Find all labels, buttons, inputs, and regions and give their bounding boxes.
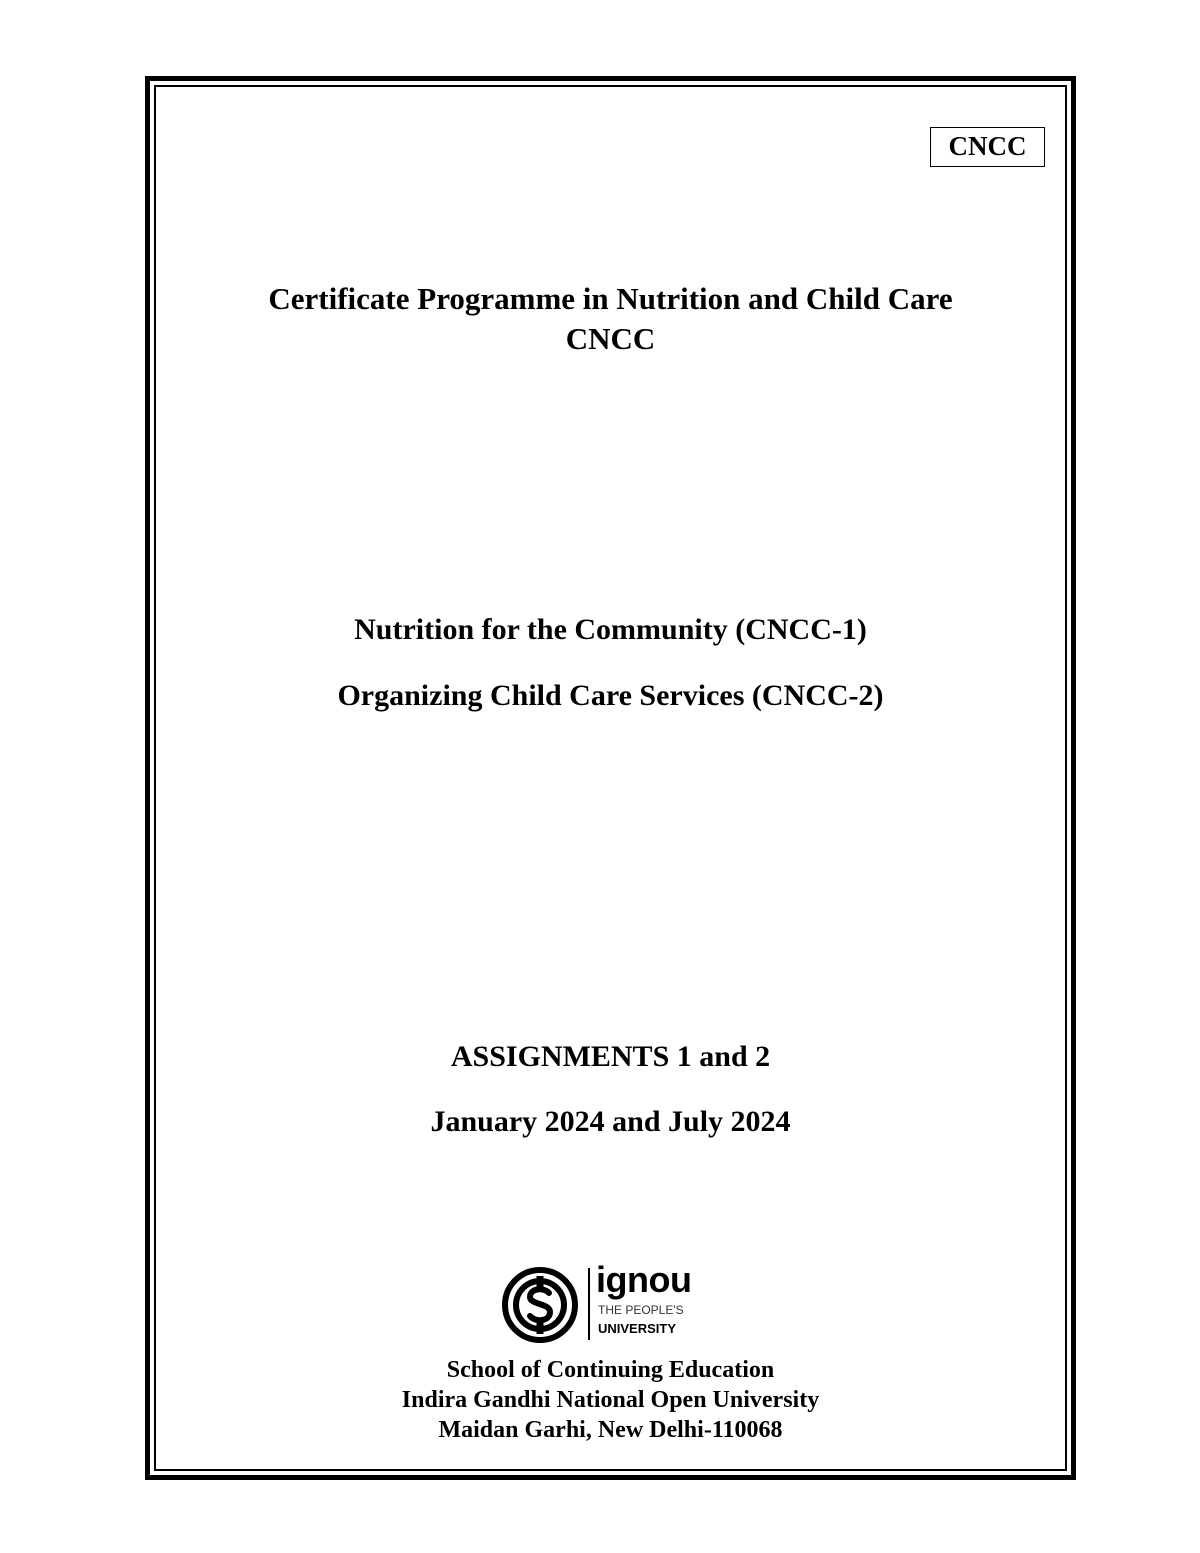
ignou-logo: [500, 1259, 700, 1344]
school-name: School of Continuing Education: [446, 1357, 775, 1383]
logo-wordmark: ignou: [596, 1259, 692, 1300]
programme-title: Certificate Programme in Nutrition and Child Care: [268, 281, 953, 316]
programme-code-box: CNCC: [930, 127, 1045, 167]
session-heading: January 2024 and July 2024: [430, 1105, 791, 1138]
logo-tagline-1: THE PEOPLE'S: [598, 1303, 684, 1317]
ignou-emblem-icon: [500, 1266, 580, 1344]
programme-code: CNCC: [565, 321, 656, 356]
logo-tagline-2: UNIVERSITY: [598, 1321, 677, 1336]
university-name: Indira Gandhi National Open University: [401, 1387, 820, 1413]
logo-divider: [588, 1268, 590, 1340]
course-title-2: Organizing Child Care Services (CNCC-2): [337, 679, 884, 712]
university-address: Maidan Garhi, New Delhi-110068: [438, 1417, 783, 1443]
assignments-heading: ASSIGNMENTS 1 and 2: [450, 1040, 771, 1073]
course-title-1: Nutrition for the Community (CNCC-1): [354, 613, 867, 646]
